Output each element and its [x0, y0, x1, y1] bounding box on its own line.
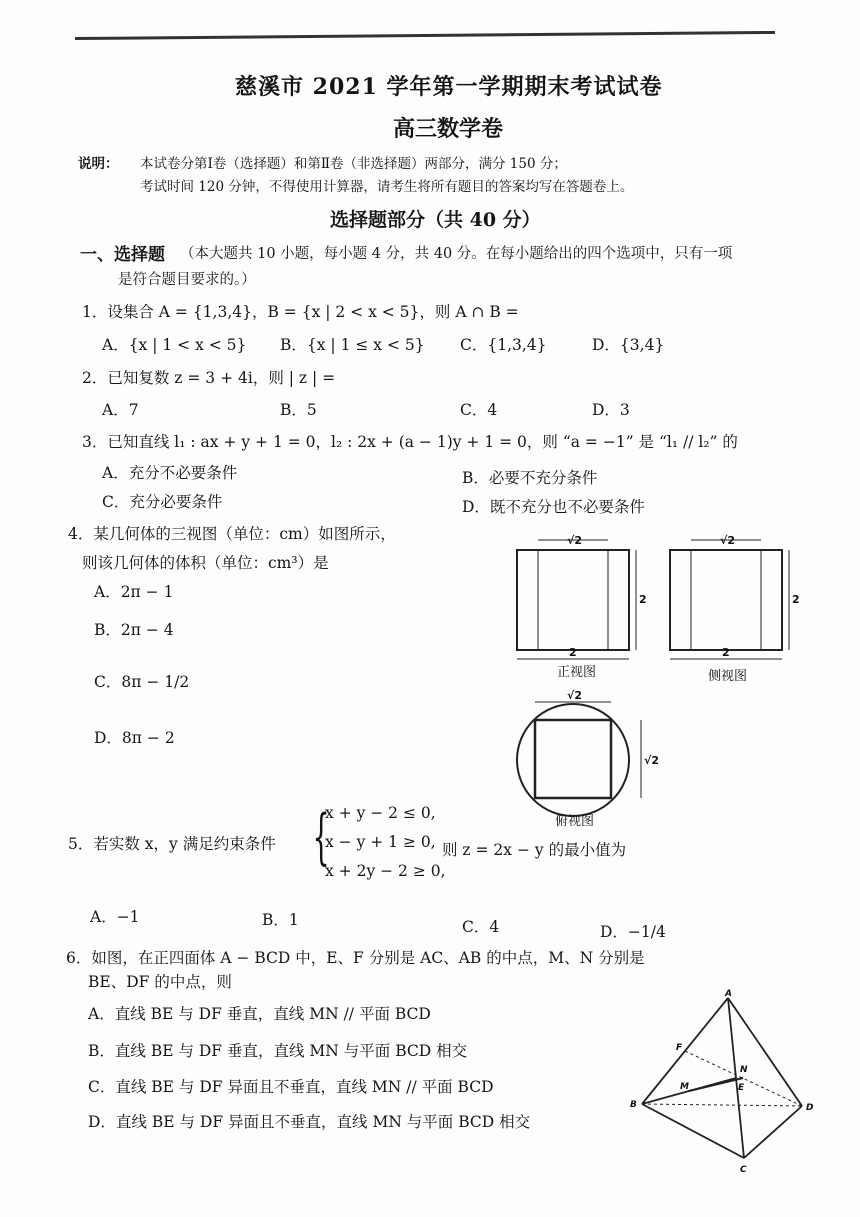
q5-option-c: C．4 — [462, 918, 500, 936]
edge-BD — [642, 1104, 802, 1106]
q1-option-d: D．{3,4} — [592, 336, 665, 354]
q5-constraint-1: x + y − 2 ≤ 0, — [325, 804, 436, 822]
q6-option-b: B．直线 BE 与 DF 垂直，直线 MN 与平面 BCD 相交 — [88, 1042, 468, 1060]
side-view-label: 侧视图 — [708, 669, 748, 684]
point-N-label: N — [740, 1065, 748, 1075]
q2-option-b: B．5 — [280, 401, 317, 419]
q2-option-c: C．4 — [460, 401, 498, 419]
q5-option-a: A．−1 — [90, 908, 140, 926]
q3-option-d: D．既不充分也不必要条件 — [462, 498, 645, 516]
section-heading: 一、选择题 — [80, 245, 165, 265]
front-view-outer — [517, 550, 629, 650]
q4-option-c: C．8π − 1/2 — [94, 673, 190, 691]
q5-stem-pre: 5．若实数 x，y 满足约束条件 — [68, 835, 276, 853]
q1-option-c: C．{1,3,4} — [460, 336, 547, 354]
q4-stem-2: 则该几何体的体积（单位：cm³）是 — [82, 554, 329, 572]
instructions-label: 说明： — [78, 156, 119, 172]
q2-option-d: D．3 — [592, 401, 630, 419]
vertex-C-label: C — [740, 1165, 747, 1175]
side-dim-sqrt2: √2 — [720, 534, 735, 547]
q6-stem-2: BE、DF 的中点，则 — [88, 973, 232, 991]
q2-stem: 2．已知复数 z = 3 + 4i，则 | z | = — [82, 369, 336, 387]
section-title: 选择题部分（共 40 分） — [330, 209, 541, 231]
q3-option-c: C．充分必要条件 — [102, 493, 223, 511]
point-M-label: M — [680, 1082, 689, 1092]
q4-option-a: A．2π − 1 — [94, 583, 174, 601]
q5-constraint-3: x + 2y − 2 ≥ 0, — [325, 862, 446, 880]
side-view-outer — [670, 550, 782, 650]
top-dim-sqrt2-right: √2 — [644, 754, 659, 767]
front-dim-2-bottom: 2 — [569, 646, 577, 659]
q1-option-b: B．{x | 1 ≤ x < 5} — [280, 336, 425, 354]
q3-option-b: B．必要不充分条件 — [462, 469, 598, 487]
q5-stem-post: 则 z = 2x − y 的最小值为 — [442, 841, 627, 859]
q1-option-a: A．{x | 1 < x < 5} — [102, 336, 247, 354]
q6-option-a: A．直线 BE 与 DF 垂直，直线 MN // 平面 BCD — [88, 1005, 431, 1023]
three-view-figure — [505, 528, 805, 828]
segment-DF — [685, 1051, 802, 1106]
top-view-label: 俯视图 — [555, 814, 595, 828]
vertex-B-label: B — [630, 1100, 637, 1110]
q5-option-b: B．1 — [262, 911, 299, 929]
vertex-A-label: A — [725, 989, 732, 999]
q5-brace: { — [312, 802, 330, 872]
q4-option-b: B．2π − 4 — [94, 621, 174, 639]
q6-option-d: D．直线 BE 与 DF 异面且不垂直，直线 MN 与平面 BCD 相交 — [88, 1113, 531, 1131]
tetrahedron-figure — [620, 988, 825, 1188]
top-dim-sqrt2: √2 — [567, 689, 582, 702]
q4-option-d: D．8π − 2 — [94, 729, 175, 747]
q5-option-d: D．−1/4 — [600, 923, 666, 941]
q6-option-c: C．直线 BE 与 DF 异面且不垂直，直线 MN // 平面 BCD — [88, 1078, 494, 1096]
instructions-line2: 考试时间 120 分钟，不得使用计算器，请考生将所有题目的答案均写在答题卷上。 — [140, 179, 634, 195]
q2-option-a: A．7 — [102, 401, 139, 419]
edge-CD — [744, 1106, 802, 1158]
q3-stem: 3．已知直线 l₁ : ax + y + 1 = 0，l₂ : 2x + (a − 1)y + 1 = 0，则 “a = −1” 是 “l₁ // l₂” 的 — [82, 433, 738, 451]
q1-stem: 1．设集合 A = {1,3,4}，B = {x | 2 < x < 5}，则 A ∩ B = — [82, 303, 519, 321]
top-view-square — [535, 720, 611, 798]
instructions-line1: 本试卷分第Ⅰ卷（选择题）和第Ⅱ卷（非选择题）两部分，满分 150 分； — [140, 156, 567, 172]
point-E-label: E — [738, 1083, 745, 1093]
front-view-label: 正视图 — [557, 665, 597, 680]
segment-MN — [689, 1078, 743, 1091]
q5-constraint-2: x − y + 1 ≥ 0, — [325, 833, 436, 851]
point-F-label: F — [676, 1043, 683, 1053]
section-desc-1: （本大题共 10 小题，每小题 4 分，共 40 分。在每小题给出的四个选项中，只有一项 — [180, 246, 733, 262]
side-dim-2-bottom: 2 — [722, 646, 730, 659]
front-dim-2-right: 2 — [639, 593, 647, 606]
edge-BC — [642, 1104, 744, 1158]
top-rule — [75, 31, 775, 40]
q6-stem-1: 6．如图，在正四面体 A − BCD 中，E、F 分别是 AC、AB 的中点，M、N 分别是 — [66, 949, 645, 967]
side-dim-2-right: 2 — [792, 593, 800, 606]
exam-subtitle: 高三数学卷 — [393, 116, 504, 142]
front-dim-sqrt2: √2 — [567, 534, 582, 547]
exam-title: 慈溪市 2021 学年第一学期期末考试试卷 — [235, 74, 663, 100]
vertex-D-label: D — [806, 1103, 814, 1113]
section-desc-2: 是符合题目要求的。） — [118, 272, 256, 288]
q3-option-a: A．充分不必要条件 — [102, 464, 238, 482]
q4-stem-1: 4．某几何体的三视图（单位：cm）如图所示， — [68, 525, 396, 543]
